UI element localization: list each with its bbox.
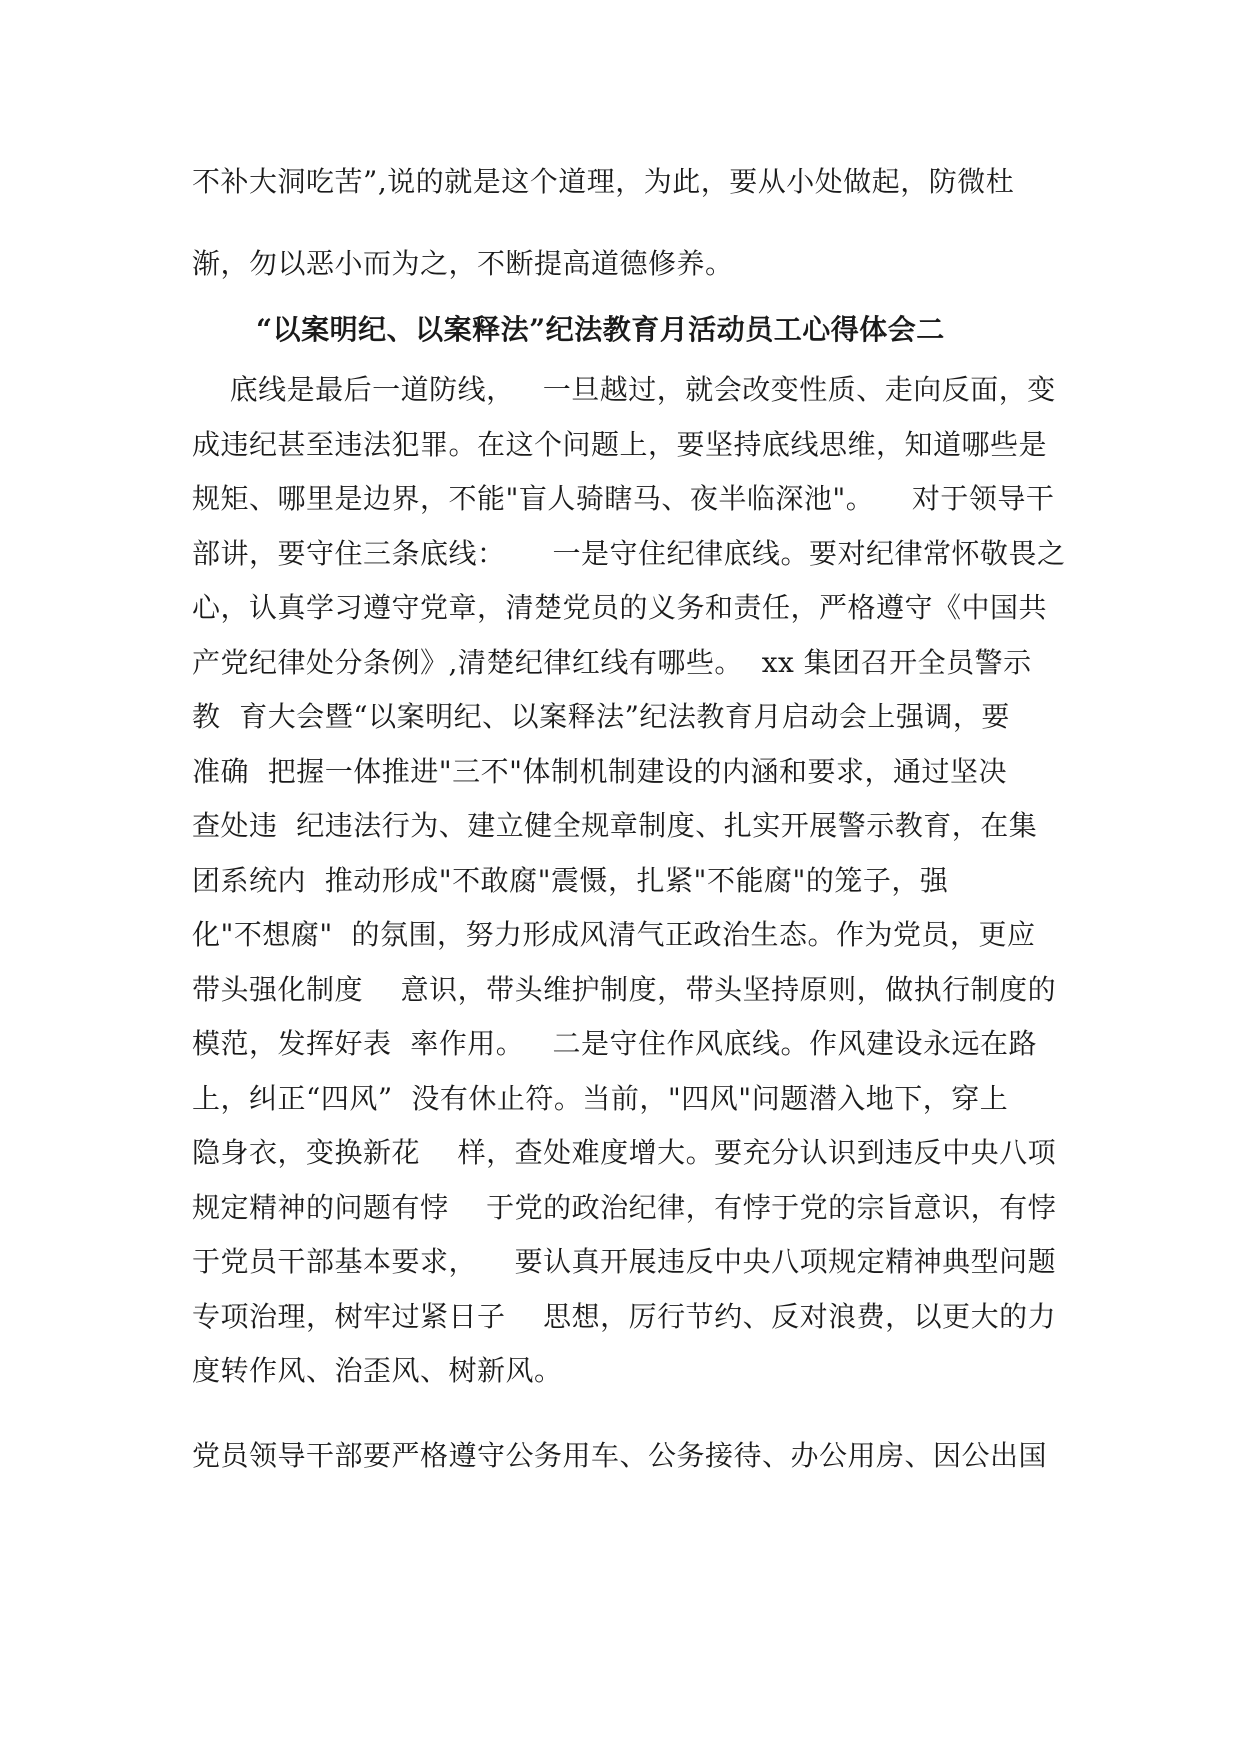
text-line: 不补大洞吃苦”,说的就是这个道理，为此，要从小处做起，防微杜: [192, 165, 1015, 198]
body-line: 底线是最后一道防线， 一旦越过，就会改变性质、走向反面，变: [192, 373, 1056, 406]
text-line: 党员领导干部要严格遵守公务用车、公务接待、办公用房、因公出国: [192, 1439, 1048, 1472]
text-line: 渐，勿以恶小而为之，不断提高道德修养。: [192, 247, 734, 280]
body-line: 专项治理，树牢过紧日子 思想，厉行节约、反对浪费，以更大的力: [192, 1300, 1057, 1333]
body-line: 于党员干部基本要求， 要认真开展违反中央八项规定精神典型问题: [192, 1245, 1057, 1278]
body-line: 模范，发挥好表 率作用。 二是守住作风底线。作风建设永远在路: [192, 1027, 1038, 1060]
body-line: 查处违 纪违法行为、建立健全规章制度、扎实开展警示教育，在集: [192, 809, 1038, 842]
section-title: “以案明纪、以案释法”纪法教育月活动员工心得体会二: [256, 313, 945, 346]
body-line: 带头强化制度 意识，带头维护制度，带头坚持原则，做执行制度的: [192, 973, 1057, 1006]
body-line: 准确 把握一体推进"三不"体制机制建设的内涵和要求，通过坚决: [192, 755, 1008, 788]
body-line: 团系统内 推动形成"不敢腐"震慑，扎紧"不能腐"的笼子，强: [192, 864, 949, 897]
body-line: 心，认真学习遵守党章，清楚党员的义务和责任，严格遵守《中国共: [192, 591, 1048, 624]
body-line: 教 育大会暨“以案明纪、以案释法”纪法教育月启动会上强调，要: [192, 700, 1010, 733]
body-line: 产党纪律处分条例》,清楚纪律红线有哪些。 xx 集团召开全员警示: [192, 646, 1032, 679]
body-line: 规矩、哪里是边界，不能"盲人骑瞎马、夜半临深池"。 对于领导干: [192, 482, 1055, 515]
body-line: 成违纪甚至违法犯罪。在这个问题上，要坚持底线思维，知道哪些是: [192, 428, 1048, 461]
body-line: 度转作风、治歪风、树新风。: [192, 1354, 563, 1387]
body-line: 隐身衣，变换新花 样，查处难度增大。要充分认识到违反中央八项: [192, 1136, 1057, 1169]
body-line: 上，纠正“四风” 没有休止符。当前，"四风"问题潜入地下，穿上: [192, 1082, 1009, 1115]
body-line: 化"不想腐" 的氛围，努力形成风清气正政治生态。作为党员，更应: [192, 918, 1036, 951]
body-line: 部讲，要守住三条底线： 一是守住纪律底线。要对纪律常怀敬畏之: [192, 537, 1066, 570]
body-line: 规定精神的问题有悖 于党的政治纪律，有悖于党的宗旨意识，有悖: [192, 1191, 1057, 1224]
